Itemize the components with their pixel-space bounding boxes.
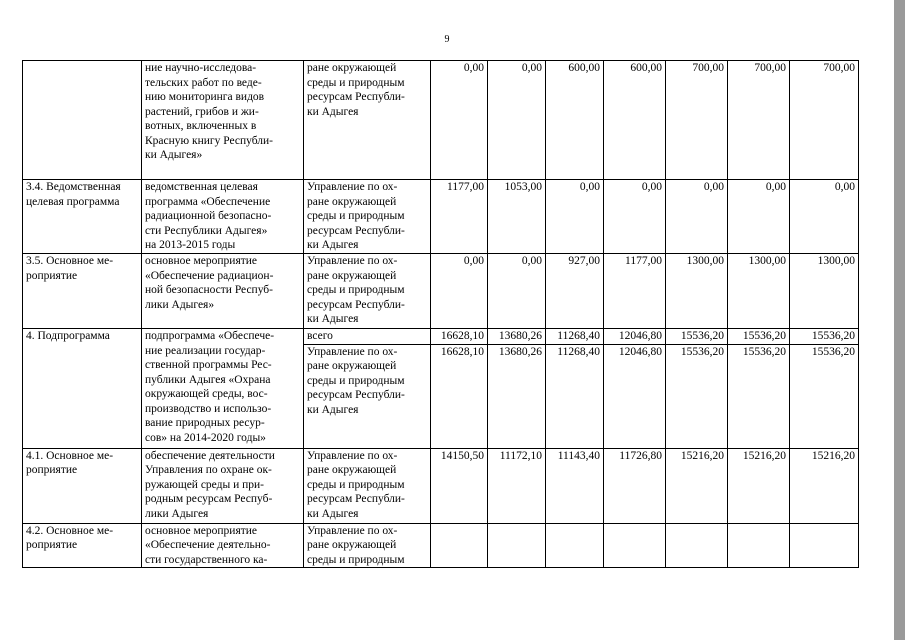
value-cell <box>666 523 728 568</box>
value-cell: 0,00 <box>488 61 546 180</box>
value-cell: 14150,50 <box>431 448 488 523</box>
value-cell: 15536,20 <box>790 344 859 448</box>
value-cell <box>488 523 546 568</box>
value-cell: 11143,40 <box>546 448 604 523</box>
value-cell: 13680,26 <box>488 329 546 345</box>
value-cell: 0,00 <box>666 180 728 254</box>
row-title: 4.2. Основное ме- роприятие <box>23 523 142 568</box>
value-cell: 15536,20 <box>666 344 728 448</box>
value-cell: 15216,20 <box>666 448 728 523</box>
value-cell: 11268,40 <box>546 344 604 448</box>
value-cell: 12046,80 <box>604 344 666 448</box>
value-cell: 0,00 <box>431 61 488 180</box>
value-cell: 0,00 <box>728 180 790 254</box>
row-executor: Управление по ох- ране окружающей среды и природным ресурсам Республи- ки Адыгея <box>304 254 431 329</box>
value-cell: 700,00 <box>790 61 859 180</box>
value-cell: 15536,20 <box>790 329 859 345</box>
row-executor: Управление по ох- ране окружающей среды и природным ресурсам Республи- ки Адыгея <box>304 180 431 254</box>
table-row <box>23 180 859 254</box>
row-executor-total: всего <box>304 329 431 345</box>
value-cell: 0,00 <box>431 254 488 329</box>
scan-frame-edge <box>894 0 905 640</box>
value-cell <box>790 523 859 568</box>
value-cell: 1053,00 <box>488 180 546 254</box>
table-row <box>23 254 859 329</box>
value-cell: 13680,26 <box>488 344 546 448</box>
row-executor: ране окружающей среды и природным ресурсам Республи- ки Адыгея <box>304 61 431 180</box>
value-cell <box>431 523 488 568</box>
table-row <box>23 523 859 568</box>
value-cell: 12046,80 <box>604 329 666 345</box>
value-cell: 1177,00 <box>604 254 666 329</box>
row-title: 3.4. Ведомственная целевая программа <box>23 180 142 254</box>
value-cell: 11172,10 <box>488 448 546 523</box>
value-cell: 0,00 <box>488 254 546 329</box>
row-description: ведомственная целевая программа «Обеспечение радиационной безопасно- сти Республики Адыгея» на 2013-2015 годы <box>142 180 304 254</box>
row-title: 4. Подпрограмма <box>23 329 142 449</box>
page-number: 9 <box>444 34 450 45</box>
value-cell: 15536,20 <box>728 344 790 448</box>
value-cell: 927,00 <box>546 254 604 329</box>
table-row <box>23 61 859 180</box>
value-cell <box>546 523 604 568</box>
value-cell: 11726,80 <box>604 448 666 523</box>
budget-table <box>22 60 859 568</box>
row-description: подпрограмма «Обеспече- ние реализации государ- ственной программы Рес- публики Адыгея «Охрана окружающей среды, вос- производство и использо- вание природных ресур- сов» на 2014-2020 годы» <box>142 329 304 449</box>
row-executor: Управление по ох- ране окружающей среды и природным ресурсам Республи- ки Адыгея <box>304 448 431 523</box>
value-cell: 600,00 <box>546 61 604 180</box>
value-cell <box>728 523 790 568</box>
value-cell: 15536,20 <box>666 329 728 345</box>
value-cell: 700,00 <box>728 61 790 180</box>
row-description: ние научно-исследова- тельских работ по веде- нию мониторинга видов растений, грибов и жи- вотных, включенных в Красную книгу Республи- ки Адыгея» <box>142 61 304 180</box>
value-cell: 600,00 <box>604 61 666 180</box>
row-executor: Управление по ох- ране окружающей среды и природным <box>304 523 431 568</box>
value-cell: 1300,00 <box>790 254 859 329</box>
value-cell: 16628,10 <box>431 344 488 448</box>
value-cell: 15536,20 <box>728 329 790 345</box>
value-cell <box>604 523 666 568</box>
value-cell: 1300,00 <box>666 254 728 329</box>
value-cell: 15216,20 <box>790 448 859 523</box>
value-cell: 700,00 <box>666 61 728 180</box>
row-description: основное мероприятие «Обеспечение радиацион- ной безопасности Респуб- лики Адыгея» <box>142 254 304 329</box>
value-cell: 11268,40 <box>546 329 604 345</box>
row-title <box>23 61 142 180</box>
value-cell: 16628,10 <box>431 329 488 345</box>
value-cell: 1177,00 <box>431 180 488 254</box>
value-cell: 0,00 <box>546 180 604 254</box>
row-title: 4.1. Основное ме- роприятие <box>23 448 142 523</box>
row-executor: Управление по ох- ране окружающей среды и природным ресурсам Республи- ки Адыгея <box>304 344 431 448</box>
value-cell: 15216,20 <box>728 448 790 523</box>
row-description: основное мероприятие «Обеспечение деятельно- сти государственного ка- <box>142 523 304 568</box>
value-cell: 1300,00 <box>728 254 790 329</box>
table-row <box>23 329 859 345</box>
table-row <box>23 448 859 523</box>
row-description: обеспечение деятельности Управления по охране ок- ружающей среды и при- родным ресурсам Респуб- лики Адыгея <box>142 448 304 523</box>
value-cell: 0,00 <box>604 180 666 254</box>
value-cell: 0,00 <box>790 180 859 254</box>
row-title: 3.5. Основное ме- роприятие <box>23 254 142 329</box>
